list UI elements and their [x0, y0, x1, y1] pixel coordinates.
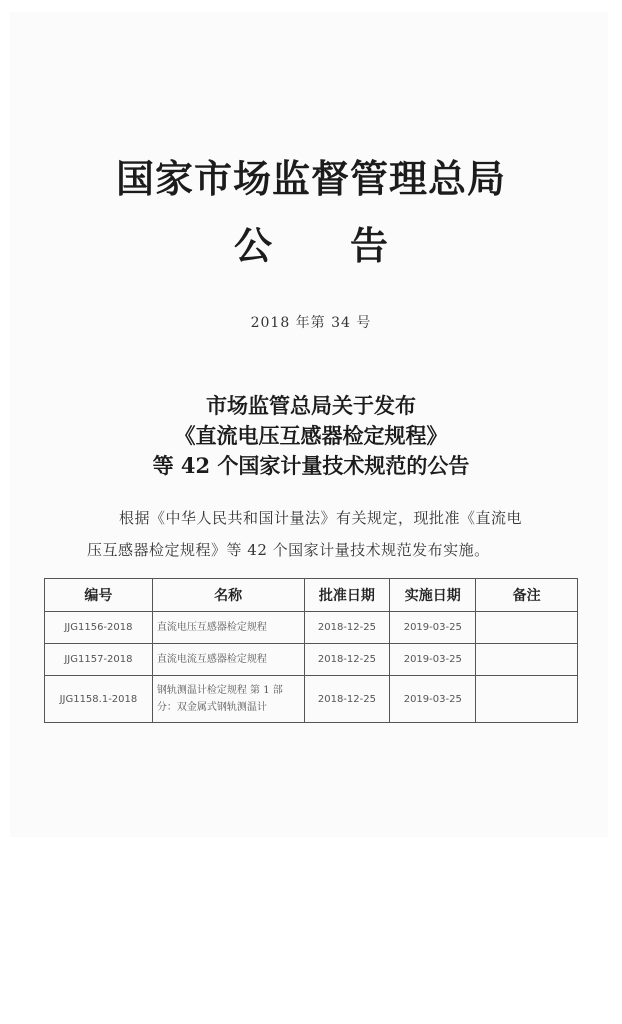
header-approved-date: 批准日期	[304, 579, 390, 612]
standards-table	[44, 578, 578, 723]
body-paragraph-line-1: 根据《中华人民共和国计量法》有关规定，现批准《直流电	[119, 509, 523, 527]
document-type: 公告	[233, 223, 466, 268]
table-header-row	[45, 579, 578, 612]
cell-code: JJG1156-2018	[45, 612, 153, 644]
cell-approved-date: 2018-12-25	[304, 676, 390, 723]
table-row	[45, 644, 578, 676]
header-name: 名称	[152, 579, 304, 612]
headline-line-2: 《直流电压互感器检定规程》	[174, 423, 448, 448]
header-effective-date: 实施日期	[390, 579, 476, 612]
cell-code: JJG1157-2018	[45, 644, 153, 676]
cell-note	[476, 612, 578, 644]
cell-approved-date: 2018-12-25	[304, 612, 390, 644]
cell-effective-date: 2019-03-25	[390, 676, 476, 723]
cell-effective-date: 2019-03-25	[390, 612, 476, 644]
cell-name: 直流电流互感器检定规程	[152, 644, 304, 676]
table-row	[45, 676, 578, 723]
headline-line-3: 等 42 个国家计量技术规范的公告	[152, 453, 470, 478]
headline-line-1: 市场监管总局关于发布	[206, 393, 416, 418]
cell-name: 直流电压互感器检定规程	[152, 612, 304, 644]
agency-name: 国家市场监督管理总局	[115, 156, 506, 201]
body-paragraph-line-2: 压互感器检定规程》等 42 个国家计量技术规范发布实施。	[87, 541, 490, 559]
header-code: 编号	[45, 579, 153, 612]
cell-note	[476, 676, 578, 723]
document-number: 2018 年第 34 号	[250, 315, 372, 331]
cell-note	[476, 644, 578, 676]
header-note: 备注	[476, 579, 578, 612]
cell-approved-date: 2018-12-25	[304, 644, 390, 676]
cell-effective-date: 2019-03-25	[390, 644, 476, 676]
cell-name: 钢轨测温计检定规程 第 1 部分：双金属式钢轨测温计	[152, 676, 304, 723]
table-row	[45, 612, 578, 644]
cell-code: JJG1158.1-2018	[45, 676, 153, 723]
